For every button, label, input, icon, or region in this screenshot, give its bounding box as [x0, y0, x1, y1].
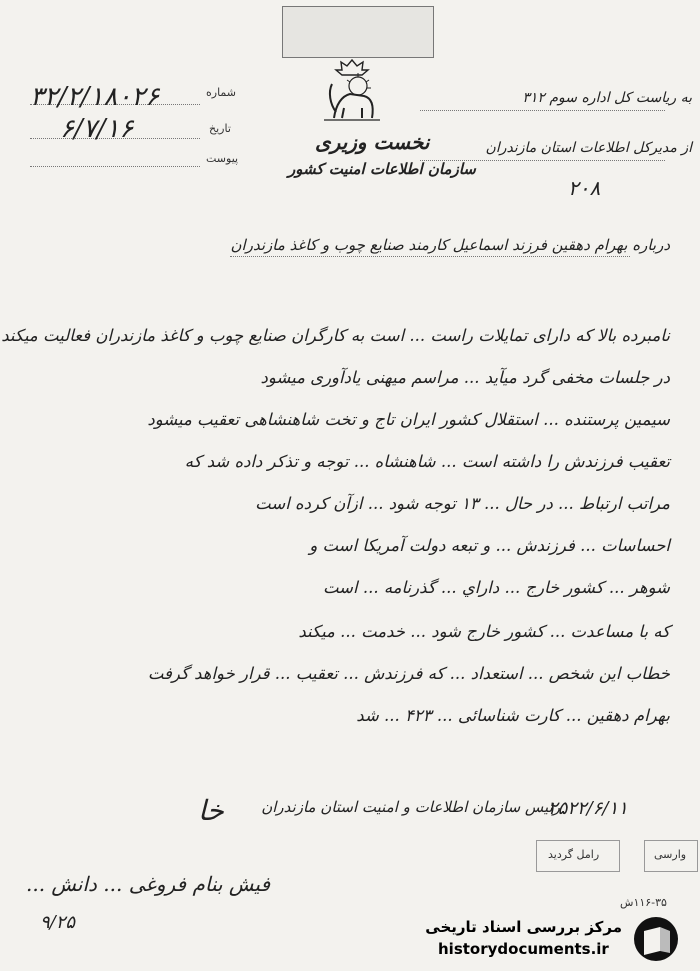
- to-line: به ریاست کل اداره سوم ۳۱۲: [522, 90, 692, 106]
- subject-line: درباره بهرام دهقین فرزند اسماعیل کارمند صنایع چوب و کاغذ مازندران: [230, 236, 670, 254]
- signature-name: خا: [198, 794, 224, 827]
- brand-url[interactable]: historydocuments.ir: [438, 940, 609, 958]
- date-value: ۶/۷/۱۶: [60, 114, 134, 144]
- archive-logo-icon: [630, 915, 682, 963]
- body-line-10: بهرام دهقین ... کارت شناسائی ... ۴۲۳ ... شد: [356, 706, 670, 725]
- body-line-1: نامبرده بالا که دارای تمایلات راست ... است به کارگران صنایع چوب و کاغذ مازندران فعالیت میکند: [1, 326, 670, 345]
- from-line: از مدیرکل اطلاعات استان مازندران: [485, 140, 692, 156]
- archive-code: ۱۱۶-۳۵ش: [620, 896, 667, 909]
- body-line-7: شوهر ... کشور خارج ... داراي ... گذرنامه ... است: [322, 578, 670, 597]
- attachment-label: پیوست: [206, 152, 239, 165]
- reference-number: ۲۰۸: [568, 176, 601, 200]
- lion-sun-emblem-icon: [318, 56, 386, 126]
- body-line-8: که با مساعدت ... کشور خارج شود ... خدمت ... میکند: [298, 622, 670, 641]
- body-line-6: احساسات ... فرزندش ... و تبعه دولت آمریکا است و: [309, 536, 670, 555]
- body-line-3: سیمین پرستنده ... استقلال کشور ایران تاج و تخت شاهنشاهی تعقیب میشود: [147, 410, 670, 429]
- org-line1: نخست وزیری: [315, 130, 430, 154]
- number-value: ۳۲/۲/۱۸۰۲۶: [30, 82, 160, 112]
- registered-stamp-text: وارسی: [654, 848, 687, 861]
- body-line-2: در جلسات مخفی گرد میآید ... مراسم میهنی یادآوری میشود: [260, 368, 670, 387]
- brand-name: مرکز بررسی اسناد تاریخی: [425, 918, 622, 936]
- handwritten-note-number: ۹/۲۵: [40, 912, 76, 933]
- body-line-4: تعقیب فرزندش را داشته است ... شاهنشاه ... توجه و تذکر داده شد که: [184, 452, 670, 471]
- signature-title: رئیس سازمان اطلاعات و امنیت استان مازندران: [261, 798, 560, 816]
- top-stamp-box: [282, 6, 434, 58]
- body-line-5: مراتب ارتباط ... در حال ... ۱۳ توجه شود ... ازآن کرده است: [255, 494, 670, 513]
- handwritten-note: فیش بنام فروغی ... دانش ...: [25, 872, 270, 896]
- org-line2: سازمان اطلاعات امنیت کشور: [288, 160, 476, 178]
- signature-date: ۲۵۲۲/۶/۱۱: [548, 798, 628, 819]
- date-label: تاریخ: [209, 122, 231, 135]
- receipt-stamp-text: رامل گردید: [548, 848, 600, 861]
- number-label: شماره: [206, 86, 237, 99]
- body-line-9: خطاب این شخص ... استعداد ... که فرزندش ... تعقیب ... قرار خواهد گرفت: [147, 664, 670, 683]
